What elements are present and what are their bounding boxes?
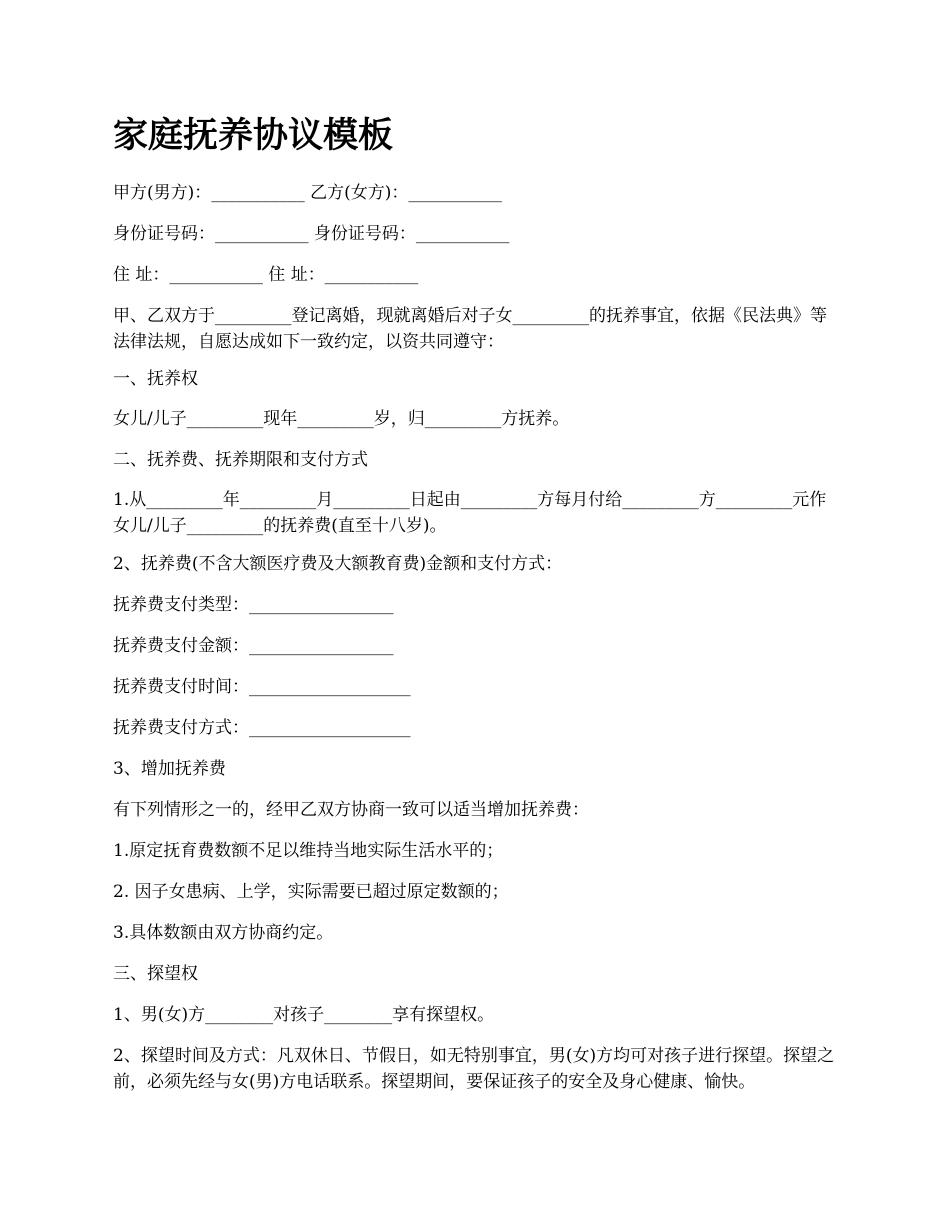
support-type-line: 抚养费支付类型：_________________ — [113, 595, 394, 615]
section-heading-support: 二、抚养费、抚养期限和支付方式 — [113, 450, 368, 470]
address-line: 住 址：___________ 住 址：___________ — [113, 265, 419, 285]
visitation-right-clause: 1、男(女)方________对孩子________享有探望权。 — [113, 1005, 495, 1025]
support-amount-heading: 2、抚养费(不含大额医疗费及大额教育费)金额和支付方式： — [113, 554, 563, 574]
support-amount-line: 抚养费支付金额：_________________ — [113, 636, 394, 656]
party-names-line: 甲方(男方)：___________ 乙方(女方)：___________ — [113, 183, 502, 203]
visitation-time-clause: 2、探望时间及方式：凡双休日、节假日，如无特别事宜，男(女)方均可对孩子进行探望。探望之前，必须先经与女(男)方电话联系。探望期间，要保证孩子的安全及身心健康、愉快。 — [113, 1046, 835, 1092]
support-time-line: 抚养费支付时间：___________________ — [113, 677, 411, 697]
increase-support-heading: 3、增加抚养费 — [113, 759, 226, 779]
increase-condition-2: 2. 因子女患病、上学，实际需要已超过原定数额的； — [113, 882, 509, 902]
id-number-line: 身份证号码：___________ 身份证号码：___________ — [113, 224, 510, 244]
support-payment-clause: 1.从_________年_________月_________日起由_________方每月付给_________方_________元作女儿/儿子_________的抚养费(直至十八岁)。 — [113, 490, 827, 536]
increase-condition-1: 1.原定抚育费数额不足以维持当地实际生活水平的； — [113, 841, 504, 861]
custody-clause: 女儿/儿子_________现年_________岁，归_________方抚养。 — [113, 409, 570, 429]
increase-condition-3: 3.具体数额由双方协商约定。 — [113, 923, 334, 943]
support-method-line: 抚养费支付方式：___________________ — [113, 718, 411, 738]
preamble-paragraph: 甲、乙双方于_________登记离婚，现就离婚后对子女_________的抚养事宜，依据《民法典》等法律法规，自愿达成如下一致约定，以资共同遵守： — [113, 306, 827, 352]
document-title: 家庭抚养协议模板 — [113, 115, 394, 156]
section-heading-custody: 一、抚养权 — [113, 369, 198, 389]
increase-support-intro: 有下列情形之一的，经甲乙双方协商一致可以适当增加抚养费： — [113, 800, 589, 820]
section-heading-visitation: 三、探望权 — [113, 964, 198, 984]
